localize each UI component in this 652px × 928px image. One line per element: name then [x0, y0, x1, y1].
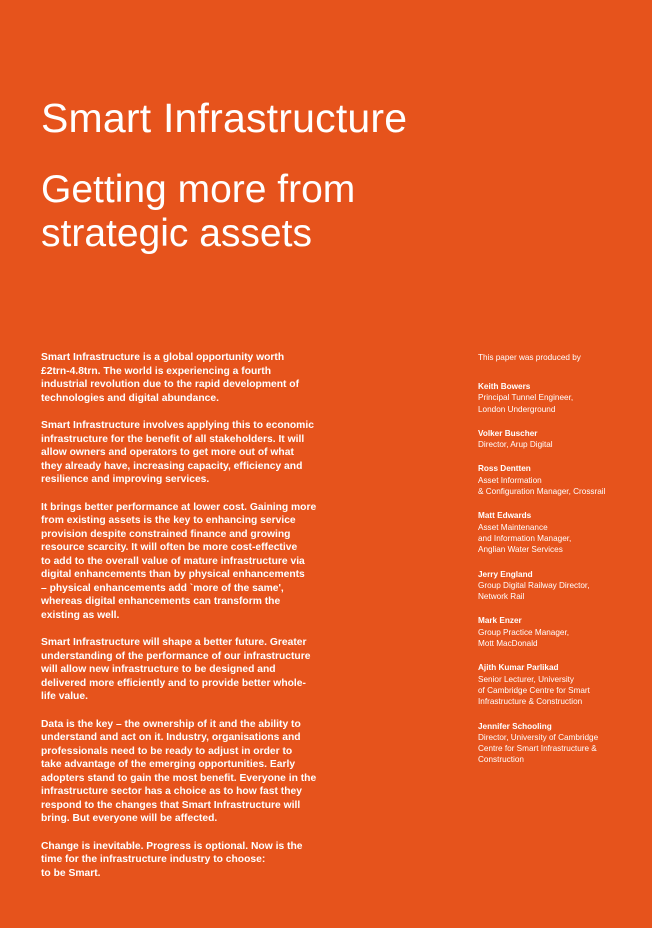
paragraph-line: understand and act on it. Industry, organisations and [41, 732, 301, 743]
contributor-name: Volker Buscher [478, 428, 538, 438]
paragraph-line: resilience and improving services. [41, 474, 210, 485]
paragraph-line: allow owners and operators to get more out of what [41, 447, 294, 458]
contributor-name: Ajith Kumar Parlikad [478, 663, 559, 673]
body-paragraph [41, 636, 331, 704]
paragraph-line: respond to the changes that Smart Infrastructure will [41, 799, 301, 811]
paragraph-line: provision despite constrained finance and growing [41, 528, 291, 540]
contributor-role: Network Rail [478, 592, 525, 602]
paragraph-line: £2trn-4.8trn. The world is experiencing a fourth [41, 365, 272, 377]
contributor-role: Mott MacDonald [478, 639, 538, 649]
contributor-role: Infrastructure & Construction [478, 697, 583, 707]
contributor-role: Anglian Water Services [478, 545, 563, 555]
document-subtitle [41, 168, 355, 256]
paragraph-line: resource scarcity. It will often be more cost-effective [41, 542, 298, 553]
paragraph-line: Smart Infrastructure involves applying this to economic [41, 420, 314, 431]
contributor-entry [478, 569, 648, 603]
contributor-name: Matt Edwards [478, 511, 532, 521]
body-paragraph [41, 419, 331, 487]
contributor-name: Jerry England [478, 569, 533, 579]
contributor-name: Mark Enzer [478, 616, 522, 626]
paragraph-line: they already have, increasing capacity, efficiency and [41, 460, 303, 472]
contributor-role: Director, Arup Digital [478, 440, 553, 450]
document-title: Smart Infrastructure [41, 95, 408, 141]
body-text [41, 351, 331, 894]
contributor-role: Group Digital Railway Director, [478, 580, 590, 590]
paragraph-line: digital enhancements than by physical enhancements [41, 569, 305, 580]
contributors-list [478, 381, 648, 766]
body-paragraph [41, 351, 331, 405]
paragraph-line: professionals need to be ready to adjust in order to [41, 745, 293, 757]
paragraph-line: take advantage of the emerging opportunities. Early [41, 759, 296, 770]
contributor-role: Construction [478, 755, 524, 765]
paragraph-line: adopters stand to gain the most benefit. Everyone in the [41, 772, 317, 784]
paragraph-line: technologies and digital abundance. [41, 392, 219, 404]
paragraph-line: whereas digital enhancements can transform the [41, 596, 281, 607]
contributor-entry [478, 428, 648, 451]
contributor-role: Centre for Smart Infrastructure & [478, 744, 597, 754]
paragraph-line: to be Smart. [41, 867, 101, 879]
contributors-intro: This paper was produced by [478, 353, 581, 362]
body-paragraph [41, 840, 331, 881]
contributor-role: and Information Manager, [478, 533, 572, 543]
contributor-entry [478, 615, 648, 649]
paragraph-line: life value. [41, 691, 88, 702]
paragraph-line: It brings better performance at lower cost. Gaining more [41, 501, 317, 513]
paragraph-line: existing as well. [41, 609, 120, 621]
contributor-role: London Underground [478, 404, 556, 414]
contributor-role: Principal Tunnel Engineer, [478, 393, 574, 403]
contributor-role: Asset Maintenance [478, 522, 548, 532]
contributor-role: Director, University of Cambridge [478, 732, 599, 742]
contributors-sidebar [478, 352, 648, 779]
paragraph-line: time for the infrastructure industry to choose: [41, 854, 266, 865]
contributor-entry [478, 381, 648, 415]
paragraph-line: to add to the overall value of mature infrastructure via [41, 555, 305, 567]
contributor-entry [478, 463, 648, 497]
paragraph-line: delivered more efficiently and to provide better whole- [41, 677, 306, 689]
contributor-entry [478, 721, 648, 766]
contributor-role: Asset Information [478, 475, 542, 485]
contributor-role: Group Practice Manager, [478, 627, 570, 637]
paragraph-line: infrastructure for the benefit of all stakeholders. It will [41, 433, 305, 445]
paragraph-line: Smart Infrastructure is a global opportunity worth [41, 352, 285, 363]
subtitle-line: Getting more from [41, 168, 356, 211]
contributor-name: Keith Bowers [478, 382, 531, 391]
contributor-entry [478, 662, 648, 707]
contributor-role: & Configuration Manager, Crossrail [478, 487, 606, 497]
contributor-role: Senior Lecturer, University [478, 674, 575, 684]
contributor-role: of Cambridge Centre for Smart [478, 685, 590, 695]
paragraph-line: Data is the key – the ownership of it and the ability to [41, 718, 301, 730]
body-paragraph [41, 501, 331, 623]
paragraph-line: Change is inevitable. Progress is optional. Now is the [41, 840, 303, 852]
paragraph-line: – physical enhancements add `more of the same', [41, 582, 284, 594]
paragraph-line: industrial revolution due to the rapid development of [41, 379, 300, 390]
paragraph-line: understanding of the performance of our infrastructure [41, 650, 311, 662]
contributor-name: Ross Dentten [478, 464, 531, 474]
paragraph-line: from existing assets is the key to enhancing service [41, 515, 296, 526]
body-paragraph [41, 718, 331, 826]
paragraph-line: infrastructure sector has a choice as to how fast they [41, 786, 302, 797]
paragraph-line: will allow new infrastructure to be designed and [41, 664, 276, 675]
paragraph-line: Smart Infrastructure will shape a better future. Greater [41, 637, 307, 648]
contributor-entry [478, 510, 648, 555]
subtitle-line: strategic assets [41, 212, 312, 255]
contributor-name: Jennifer Schooling [478, 721, 552, 731]
paragraph-line: bring. But everyone will be affected. [41, 813, 218, 824]
